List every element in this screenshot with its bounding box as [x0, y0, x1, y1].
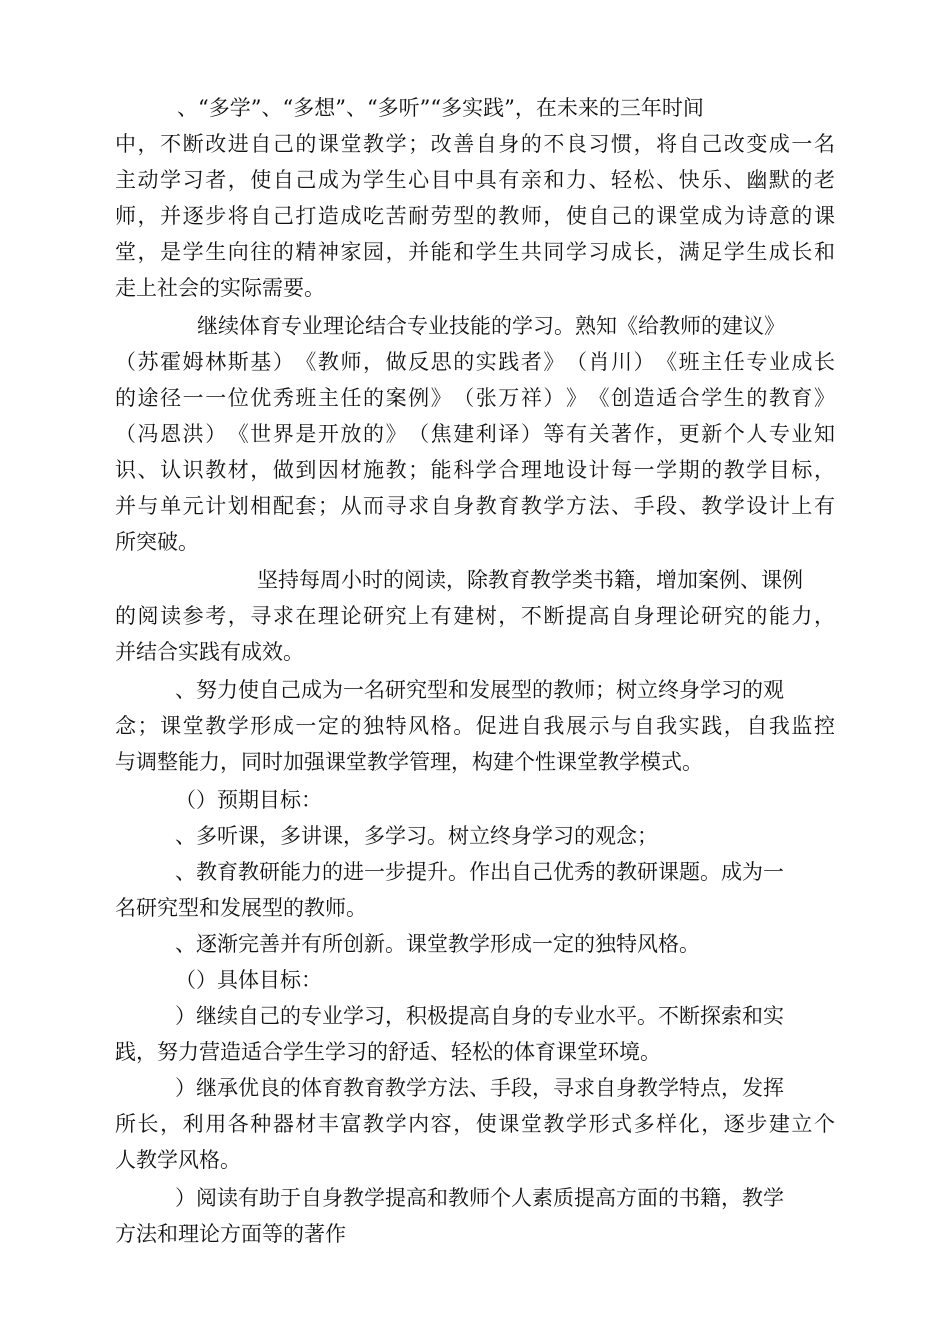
text-line: 所 长 ， 利 用 各 种 器 材 丰 富 教 学 内 容 ， 使 课 堂 教 学 形 式 多 样 化 ， 逐 步 建 立 个 — [115, 1112, 835, 1136]
text-line: 主 动 学 习 者 ， 使 自 己 成 为 学 生 心 目 中 具 有 亲 和 力 、 轻 松 、 快 乐 、 幽 默 的 老 — [115, 168, 835, 192]
text-line: 与调整能力，同时加强课堂教学管理，构建个性课堂教学模式。 — [115, 750, 703, 774]
text-line: ）继续自己的专业学习，积极提高自身的专业水平。不断探索和实 — [175, 1004, 784, 1028]
text-line: 、逐渐完善并有所创新。课堂教学形成一定的独特风格。 — [175, 932, 700, 956]
text-line: 、教育教研能力的进一步提升。作出自己优秀的教研课题。成为一 — [175, 860, 784, 884]
text-line: 的 途 径 一 一 位 优 秀 班 主 任 的 案 例 》 （ 张 万 祥 ） 》 《 创 造 适 合 学 生 的 教 育 》 — [115, 386, 835, 410]
text-line: 念 ； 课 堂 教 学 形 成 一 定 的 独 特 风 格 。 促 进 自 我 展 示 与 自 我 实 践 ， 自 我 监 控 — [115, 714, 835, 738]
text-line: 、多听课，多讲课，多学习。树立终身学习的观念； — [175, 824, 658, 848]
text-line: 名研究型和发展型的教师。 — [115, 896, 367, 920]
text-line: 所突破。 — [115, 530, 199, 554]
text-line: 、努力使自己成为一名研究型和发展型的教师；树立终身学习的观 — [175, 678, 784, 702]
text-line: 堂 ， 是 学 生 向 往 的 精 神 家 园 ， 并 能 和 学 生 共 同 学 习 成 长 ， 满 足 学 生 成 长 和 — [115, 240, 835, 264]
text-line: 走上社会的实际需要。 — [115, 276, 325, 300]
text-line: 师 ， 并 逐 步 将 自 己 打 造 成 吃 苦 耐 劳 型 的 教 师 ， 使 自 己 的 课 堂 成 为 诗 意 的 课 — [115, 204, 835, 228]
text-line: 中 ， 不 断 改 进 自 己 的 课 堂 教 学 ； 改 善 自 身 的 不 良 习 惯 ， 将 自 己 改 变 成 一 名 — [115, 132, 835, 156]
text-line: ）阅读有助于自身教学提高和教师个人素质提高方面的书籍，教学 — [175, 1186, 784, 1210]
text-line: 方法和理论方面等的著作 — [115, 1222, 346, 1246]
text-line: 识 、 认 识 教 材 ， 做 到 因 材 施 教 ； 能 科 学 合 理 地 设 计 每 一 学 期 的 教 学 目 标 ， — [115, 458, 835, 482]
text-line: 继续体育专业理论结合专业技能的学习。熟知《给教师的建议》 — [197, 314, 785, 338]
text-line: 人教学风格。 — [115, 1148, 241, 1172]
text-line: 践，努力营造适合学生学习的舒适、轻松的体育课堂环境。 — [115, 1040, 661, 1064]
text-line: 并结合实践有成效。 — [115, 640, 304, 664]
text-line: 坚持每周小时的阅读，除教育教学类书籍，增加案例、课例 — [257, 568, 803, 592]
text-line: 、“多学”、“多想”、“多听”“多实践”，在未来的三年时间 — [177, 96, 704, 120]
section-heading: （）具体目标： — [175, 968, 322, 992]
text-line: （ 冯 恩 洪 ） 《 世 界 是 开 放 的 》 （ 焦 建 利 译 ） 等 有 关 著 作 ， 更 新 个 人 专 业 知 — [115, 422, 835, 446]
text-line: ）继承优良的体育教育教学方法、手段，寻求自身教学特点，发挥 — [175, 1076, 784, 1100]
text-line: 并 与 单 元 计 划 相 配 套 ； 从 而 寻 求 自 身 教 育 教 学 方 法 、 手 段 、 教 学 设 计 上 有 — [115, 494, 835, 518]
text-line: （ 苏 霍 姆 林 斯 基 ） 《 教 师 ， 做 反 思 的 实 践 者 》 （ 肖 川 ） 《 班 主 任 专 业 成 长 — [115, 350, 835, 374]
text-line: 的 阅 读 参 考 ， 寻 求 在 理 论 研 究 上 有 建 树 ， 不 断 提 高 自 身 理 论 研 究 的 能 力 ， — [115, 604, 835, 628]
section-heading: （）预期目标： — [175, 788, 322, 812]
